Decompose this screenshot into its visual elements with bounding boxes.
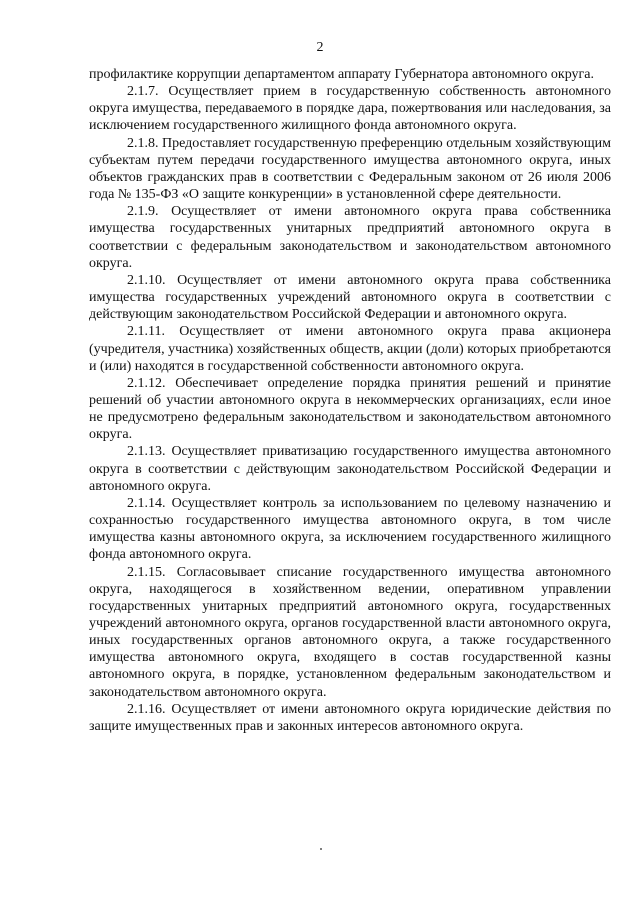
clause-2-1-15: 2.1.15. Согласовывает списание государственного имущества автономного округа, находящегося в хозяйственном ведении, оперативном управлении государственных унитарных предприятий автономного округа, государственных учреждений автономного округа, органов государственной власти автономного округа, иных государственных органов автономного округа, а также государственного имущества автономного округа, входящего в состав государственной казны автономного округа, в порядке, установленном федеральным законодательством и законодательством автономного округа. xyxy=(89,564,611,700)
paragraph-continuation: профилактике коррупции департаментом аппарату Губернатора автономного округа. xyxy=(89,67,594,82)
clause-2-1-13: 2.1.13. Осуществляет приватизацию государственного имущества автономного округа в соответствии с действующим законодательством Российской Федерации и автономного округа. xyxy=(89,444,611,494)
clause-2-1-10: 2.1.10. Осуществляет от имени автономного округа права собственника имущества государственных учреждений автономного округа в соответствии с действующим законодательством Российской Федерации и автономного округа. xyxy=(89,272,611,323)
scan-speck xyxy=(320,848,322,850)
clause-2-1-11: 2.1.11. Осуществляет от имени автономного округа права акционера (учредителя, участника) хозяйственных обществ, акции (доли) которых приобретаются и (или) находятся в государственной собственности автономного округа. xyxy=(89,324,611,374)
document-body xyxy=(89,66,611,735)
clause-2-1-12: 2.1.12. Обеспечивает определение порядка принятия решений и принятие решений об участии автономного округа в некоммерческих организациях, если иное не предусмотрено федеральным законодательством и законодательством автономного округа. xyxy=(89,375,611,443)
page-number: 2 xyxy=(316,40,324,55)
clause-2-1-16: 2.1.16. Осуществляет от имени автономного округа юридические действия по защите имущественных прав и законных интересов автономного округа. xyxy=(89,701,611,734)
clause-2-1-8: 2.1.8. Предоставляет государственную преференцию отдельным хозяйствующим субъектам путем передачи государственного имущества автономного округа, иных объектов гражданских прав в соответствии с Федеральным законом от 26 июля 2006 года № 135-ФЗ «О защите конкуренции» в установленной сфере деятельности. xyxy=(89,135,611,203)
clause-2-1-7: 2.1.7. Осуществляет прием в государственную собственность автономного округа имущества, передаваемого в порядке дара, пожертвования или наследования, за исключением государственного жилищного фонда автономного округа. xyxy=(89,84,611,134)
clause-2-1-14: 2.1.14. Осуществляет контроль за использованием по целевому назначению и сохранностью государственного имущества автономного округа, в том числе имущества казны автономного округа, за исключением государственного жилищного фонда автономного округа. xyxy=(89,495,611,563)
clause-2-1-9: 2.1.9. Осуществляет от имени автономного округа права собственника имущества государственных унитарных предприятий автономного округа в соответствии с федеральным законодательством и законодательством автономного округа. xyxy=(89,204,611,271)
